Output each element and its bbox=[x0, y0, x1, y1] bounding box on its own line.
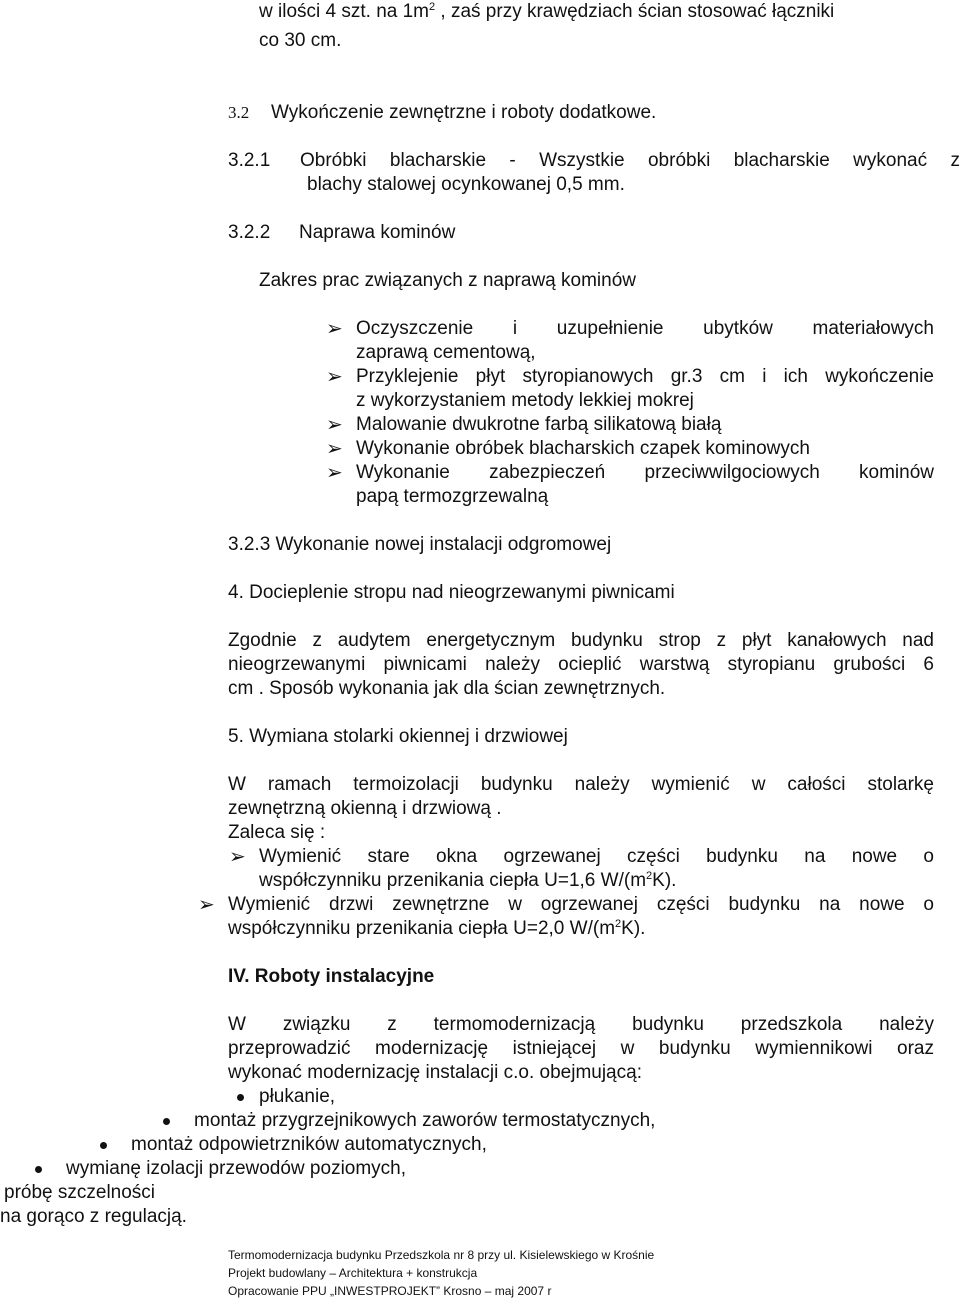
section-title: Wykończenie zewnętrzne i roboty dodatkowe. bbox=[271, 102, 657, 123]
list-item: Wymienić drzwi zewnętrzne w ogrzewanej części budynku na nowe o bbox=[228, 894, 934, 915]
section-IV-paragraph-line-2: przeprowadzić modernizację istniejącej w budynku wymiennikowi oraz bbox=[228, 1038, 934, 1059]
arrow-bullet-icon: ➢ bbox=[326, 414, 343, 436]
section-number: 3.2.1 bbox=[228, 150, 271, 171]
section-5-paragraph-line-1: W ramach termoizolacji budynku należy wymienić w całości stolarkę bbox=[228, 774, 934, 795]
list-item-continuation: z wykorzystaniem metody lekkiej mokrej bbox=[356, 390, 694, 411]
section-number: 3.2.2 bbox=[228, 222, 271, 243]
footer-line-1: Termomodernizacja budynku Przedszkola nr 8 przy ul. Kisielewskiego w Krośnie bbox=[228, 1248, 655, 1262]
list-item-continuation: papą termozgrzewalną bbox=[356, 486, 549, 507]
list-item: montaż przygrzejnikowych zaworów termostatycznych, bbox=[194, 1110, 656, 1131]
list-item-continuation: zaprawą cementową, bbox=[356, 342, 536, 363]
section-4-paragraph-line-2: nieogrzewanymi piwnicami należy ocieplić warstwą styropianu grubości 6 bbox=[228, 654, 934, 675]
section-5-heading: 5. Wymiana stolarki okiennej i drzwiowej bbox=[228, 726, 568, 747]
list-item: Wymienić stare okna ogrzewanej części budynku na nowe o bbox=[259, 846, 934, 867]
section-3-2-heading bbox=[228, 101, 657, 125]
footer-line-2: Projekt budowlany – Architektura + konstrukcja bbox=[228, 1266, 478, 1280]
list-tail-line-2: na gorąco z regulacją. bbox=[0, 1206, 187, 1227]
arrow-bullet-icon: ➢ bbox=[326, 438, 343, 460]
section-3-2-1 bbox=[228, 149, 270, 173]
section-3-2-2-title: Naprawa kominów bbox=[299, 222, 456, 243]
section-IV-paragraph-line-1: W związku z termomodernizacją budynku przedszkola należy bbox=[228, 1014, 934, 1035]
list-item: Wykonanie obróbek blacharskich czapek kominowych bbox=[356, 438, 810, 459]
list-item: Wykonanie zabezpieczeń przeciwwilgociowych kominów bbox=[356, 462, 934, 483]
section-5-paragraph-line-2: zewnętrzną okienną i drzwiową . bbox=[228, 798, 502, 819]
intro-line-1: w ilości 4 szt. na $1m^2$ , zaś przy krawędziach ścian stosować łączniki bbox=[259, 1, 835, 22]
bullet-dot-icon bbox=[237, 1094, 244, 1101]
arrow-bullet-icon: ➢ bbox=[326, 366, 343, 388]
section-4-paragraph-line-3: cm . Sposób wykonania jak dla ścian zewnętrznych. bbox=[228, 678, 666, 699]
arrow-bullet-icon: ➢ bbox=[326, 318, 343, 340]
intro-line-2: co 30 cm. bbox=[259, 30, 342, 51]
list-item-continuation: współczynniku przenikania ciepła U=1,6 $W/(m^2K)$. bbox=[259, 870, 677, 891]
arrow-bullet-icon: ➢ bbox=[198, 894, 215, 916]
scope-text: Zakres prac związanych z naprawą kominów bbox=[259, 270, 636, 291]
section-3-2-2-heading bbox=[228, 221, 270, 245]
section-3-2-1-line-1: Obróbki blacharskie - Wszystkie obróbki blacharskie wykonać z bbox=[300, 150, 960, 171]
list-item: płukanie, bbox=[259, 1086, 336, 1107]
list-item: Oczyszczenie i uzupełnienie ubytków materiałowych bbox=[356, 318, 934, 339]
list-tail-line-1: próbę szczelności bbox=[4, 1182, 156, 1203]
list-item: Malowanie dwukrotne farbą silikatową białą bbox=[356, 414, 722, 435]
footer-line-3: Opracowanie PPU „INWESTPROJEKT” Krosno – maj 2007 r bbox=[228, 1284, 552, 1298]
section-IV-heading: IV. Roboty instalacyjne bbox=[228, 966, 435, 987]
bullet-dot-icon bbox=[163, 1118, 170, 1125]
list-item: Przyklejenie płyt styropianowych gr.3 cm i ich wykończenie bbox=[356, 366, 934, 387]
bullet-dot-icon bbox=[100, 1142, 107, 1149]
list-item-continuation: współczynniku przenikania ciepła U=2,0 $W/(m^2K)$. bbox=[228, 918, 646, 939]
section-3-2-1-line-2: blachy stalowej ocynkowanej 0,5 mm. bbox=[307, 174, 625, 195]
section-IV-paragraph-line-3: wykonać modernizację instalacji c.o. obejmującą: bbox=[228, 1062, 642, 1083]
arrow-bullet-icon: ➢ bbox=[229, 846, 246, 868]
section-4-heading: 4. Docieplenie stropu nad nieogrzewanymi piwnicami bbox=[228, 582, 675, 603]
list-item: montaż odpowietrzników automatycznych, bbox=[131, 1134, 487, 1155]
section-number: 3.2 bbox=[228, 103, 250, 122]
list-item: wymianę izolacji przewodów poziomych, bbox=[66, 1158, 407, 1179]
arrow-bullet-icon: ➢ bbox=[326, 462, 343, 484]
section-4-paragraph-line-1: Zgodnie z audytem energetycznym budynku strop z płyt kanałowych nad bbox=[228, 630, 934, 651]
bullet-dot-icon bbox=[35, 1166, 42, 1173]
section-3-2-3-heading: 3.2.3 Wykonanie nowej instalacji odgromowej bbox=[228, 534, 612, 555]
zaleca-label: Zaleca się : bbox=[228, 822, 326, 843]
